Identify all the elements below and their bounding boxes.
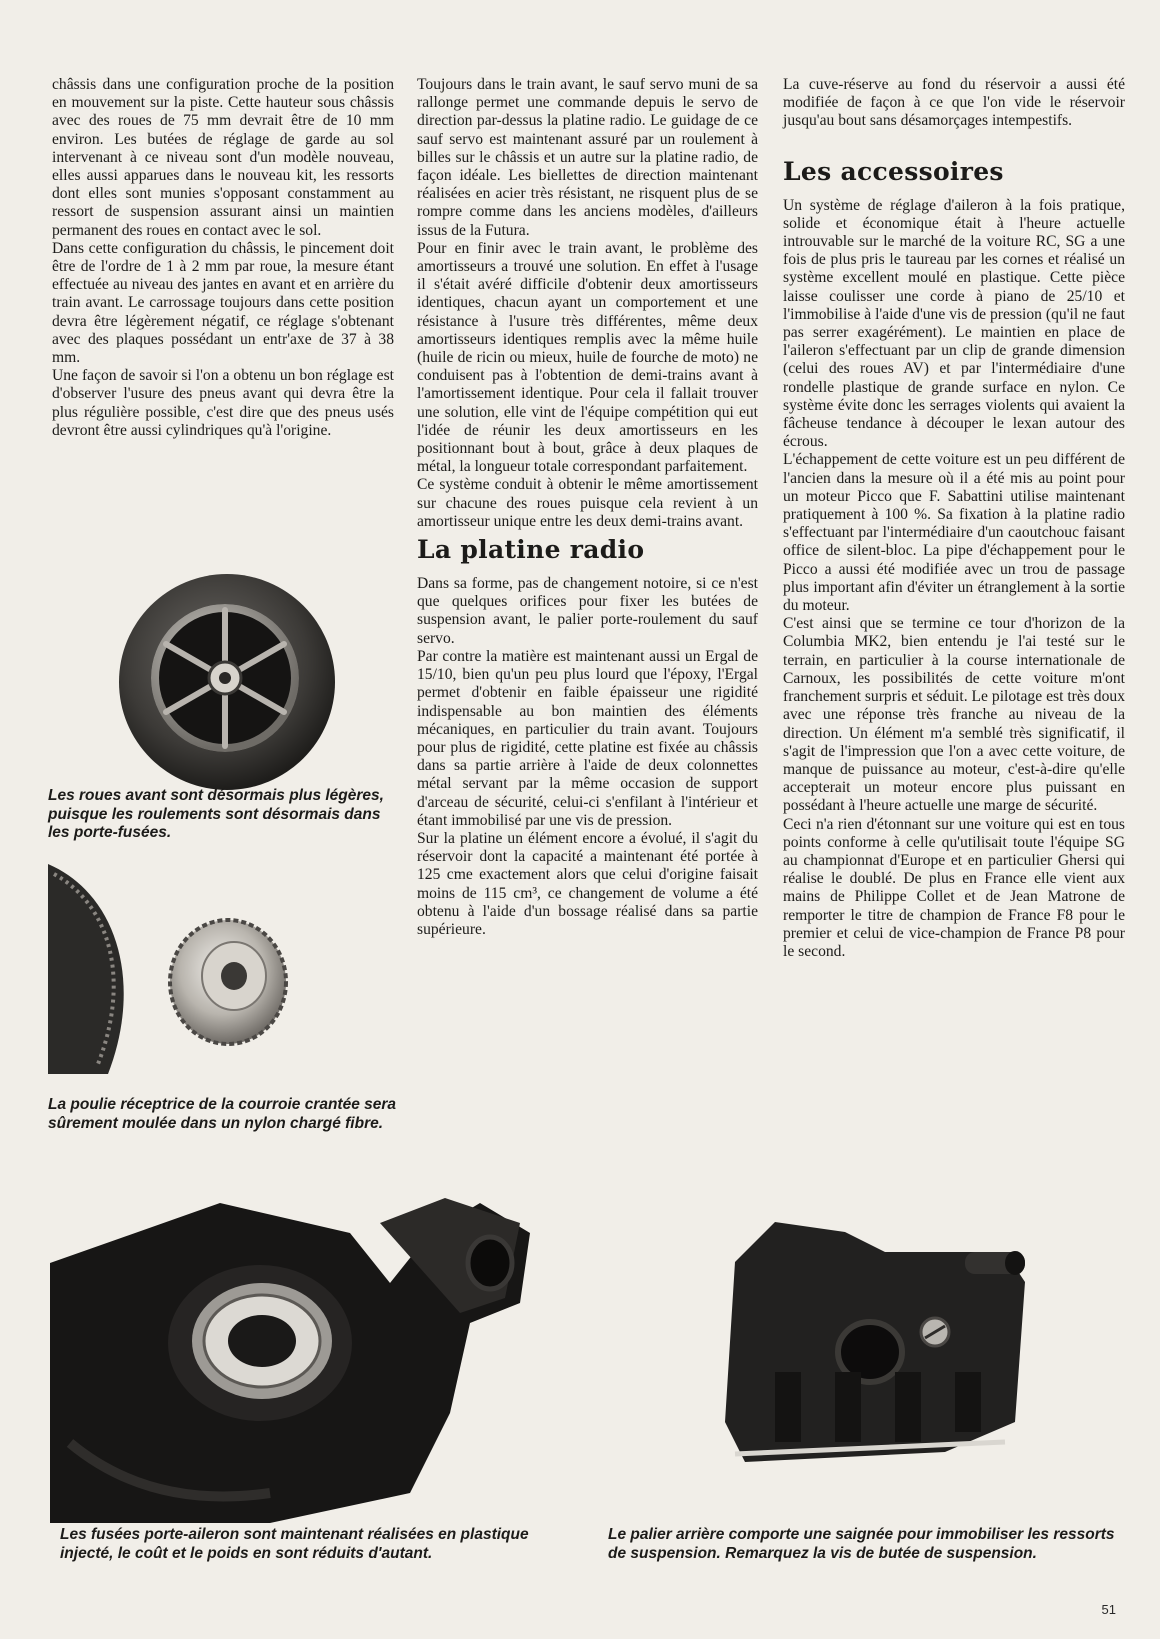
paragraph: L'échappement de cette voiture est un peu différent de l'ancien dans la mesure où il a été mis au point pour un moteur Picco que F. Sabattini utilise maintenant pratiquement à 100 %. Sa fixation à la platine radio s'effectuant par l'intermédiaire d'un caoutchouc faisant office de silent-bloc. La pipe d'échappement pour le Picco a aussi été modifiée avec un trou de passage plus important afin d'éviter un étranglement à la sortie du moteur. bbox=[783, 451, 1125, 615]
caption-pulley: La poulie réceptrice de la courroie crantée sera sûrement moulée dans un nylon chargé fibre. bbox=[48, 1096, 397, 1132]
paragraph: Pour en finir avec le train avant, le problème des amortisseurs a trouvé une solution. En effet à l'usage il s'était avéré difficile d'obtenir deux amortisseurs identiques, chacun ayant un comportement et une résistance à l'usure très différentes, même deux amortisseurs identiques remplis avec la même huile (huile de ricin ou mieux, huile de fourche de moto) ne conduisent pas à l'obtention de demi-trains avant à l'amortissement identique. Pour cela il fallait trouver une solution, elle vint de l'équipe compétition qui eut l'idée de réunir les deux amortisseurs en les positionnant bout à bout, grâce à deux plaques de métal, la longueur totale correspondant parfaitement. bbox=[417, 239, 758, 476]
paragraph: Un système de réglage d'aileron à la fois pratique, solide et économique était à l'heure actuelle introuvable sur le marché de la voiture RC, SG a une fois de plus pris le taureau par les cornes et réalisé un système excellent moulé en plastique. Cette pièce laisse coulisser une corde à piano de 25/10 et l'immobilise à l'aide d'une vis de pression (qu'il ne faut pas serrer exagérément). Le maintien en place de l'aileron s'effectuant par un clip de grande dimension (celui des roues AV) et par l'intermédiaire d'une rondelle plastique de grande surface en nylon. Ce système évite donc les serrages violents qui avaient la fâcheuse tendance à découper le lexan autour des écrous. bbox=[783, 196, 1125, 451]
paragraph: Dans cette configuration du châssis, le pincement doit être de l'ordre de 1 à 2 mm par roue, la mesure étant effectuée au niveau des jantes en avant et en arrière du train avant. Le carrossage toujours dans cette position devra être légèrement négatif, ce réglage s'obtenant avec des plaques possédant un entr'axe de 37 à 38 mm. bbox=[52, 239, 394, 367]
article-column-2 bbox=[417, 76, 758, 939]
caption-fusees: Les fusées porte-aileron sont maintenant réalisées en plastique injecté, le coût et le poids en sont réduits d'autant. bbox=[60, 1526, 529, 1562]
paragraph: Par contre la matière est maintenant aussi un Ergal de 15/10, bien qu'un peu plus lourd que l'époxy, l'Ergal permet d'obtenir en faible épaisseur une rigidité indispensable au bon maintien des éléments mécaniques, en particulier du train avant. Toujours pour plus de rigidité, cette platine est fixée au châssis dans sa partie arrière à l'aide de deux colonnettes métal servant par la même occasion de support d'arceau de sécurité, celui-ci s'enfilant à l'intérieur et étant immobilisé par une vis de pression. bbox=[417, 647, 758, 829]
article-column-1 bbox=[52, 76, 394, 440]
paragraph: Sur la platine un élément encore a évolué, il s'agit du réservoir dont la capacité a maintenant été portée à 125 cme exactement alors que celui d'origine faisait moins de 115 cm³, ce changement de volume a été obtenu à l'aide d'un bossage réalisé dans sa partie supérieure. bbox=[417, 829, 758, 938]
paragraph: C'est ainsi que se termine ce tour d'horizon de la Columbia MK2, bien entendu je l'ai testé sur le terrain, en particulier à la course internationale de Carnoux, les possibilités de cette voiture m'ont franchement surpris et séduit. Le pilotage est très doux avec une réponse très franche au niveau de la direction. Un élément m'a semblé très significatif, il s'agit de l'impression que l'on a avec cette voiture, de manque de puissance au moteur, c'est-à-dire qu'elle accepterait un moteur encore plus puissant en possédant à l'heure actuelle une marge de sécurité. bbox=[783, 615, 1125, 815]
palier-photo bbox=[715, 1222, 1035, 1472]
page-number: 51 bbox=[1101, 1602, 1116, 1617]
paragraph: Dans sa forme, pas de changement notoire, si ce n'est que quelques orifices pour fixer les butées de suspension avant, le palier porte-roulement du sauf servo. bbox=[417, 575, 758, 647]
paragraph: Toujours dans le train avant, le sauf servo muni de sa rallonge permet une commande depuis le servo de direction par-dessus la platine radio. Le guidage de ce sauf servo est maintenant assuré par un roulement à billes sur le châssis et un autre sur la platine radio, de façon idéale. Les biellettes de direction maintenant réalisées en acier très résistant, ne risquent plus de se rompre comme dans les anciens modèles, d'ailleurs issus de la Futura. bbox=[417, 76, 758, 239]
fusee-photo bbox=[50, 1193, 565, 1523]
pulley-photo bbox=[48, 864, 298, 1074]
paragraph: Une façon de savoir si l'on a obtenu un bon réglage est d'observer l'usure des pneus avant qui devra être la plus régulière possible, c'est dire que des pneus usés devront être aussi cylindriques qu'à l'origine. bbox=[52, 367, 394, 439]
caption-wheel: Les roues avant sont désormais plus légères, puisque les roulements sont désormais dans les porte-fusées. bbox=[48, 787, 384, 841]
paragraph: Ceci n'a rien d'étonnant sur une voiture qui est en tous points conforme à celle qu'utilisait toute l'équipe SG au championnat d'Europe et en particulier Ghersi qui réalise le doublé. De plus en France elle vient aux mains de Philippe Collet et de Jean Matrone de remporter le titre de champion de France F8 pour le premier et celui de vice-champion de France P8 pour le second. bbox=[783, 815, 1125, 960]
caption-palier: Le palier arrière comporte une saignée pour immobiliser les ressorts de suspension. Remarquez la vis de butée de suspension. bbox=[608, 1526, 1115, 1562]
section-heading-platine-radio: La platine radio bbox=[417, 535, 645, 565]
wheel-photo bbox=[115, 570, 340, 795]
section-heading-accessoires: Les accessoires bbox=[783, 156, 1004, 186]
paragraph: La cuve-réserve au fond du réservoir a aussi été modifiée de façon à ce que l'on vide le réservoir jusqu'au bout sans désamorçages intempestifs. bbox=[783, 76, 1125, 130]
paragraph: Ce système conduit à obtenir le même amortissement sur chacune des roues puisque cela revient à un amortisseur unique entre les deux demi-trains avant. bbox=[417, 476, 758, 530]
paragraph: châssis dans une configuration proche de la position en mouvement sur la piste. Cette hauteur sous châssis avec des roues de 75 mm devrait être de 10 mm environ. Les butées de réglage de garde au sol intervenant à ce niveau sont d'un modèle nouveau, elles aussi apparues dans le nouveau kit, les ressorts dont elles sont munies s'opposant constamment au ressort de suspension assurant ainsi un maintien permanent des roues en contact avec le sol. bbox=[52, 76, 394, 239]
article-column-3 bbox=[783, 76, 1125, 961]
